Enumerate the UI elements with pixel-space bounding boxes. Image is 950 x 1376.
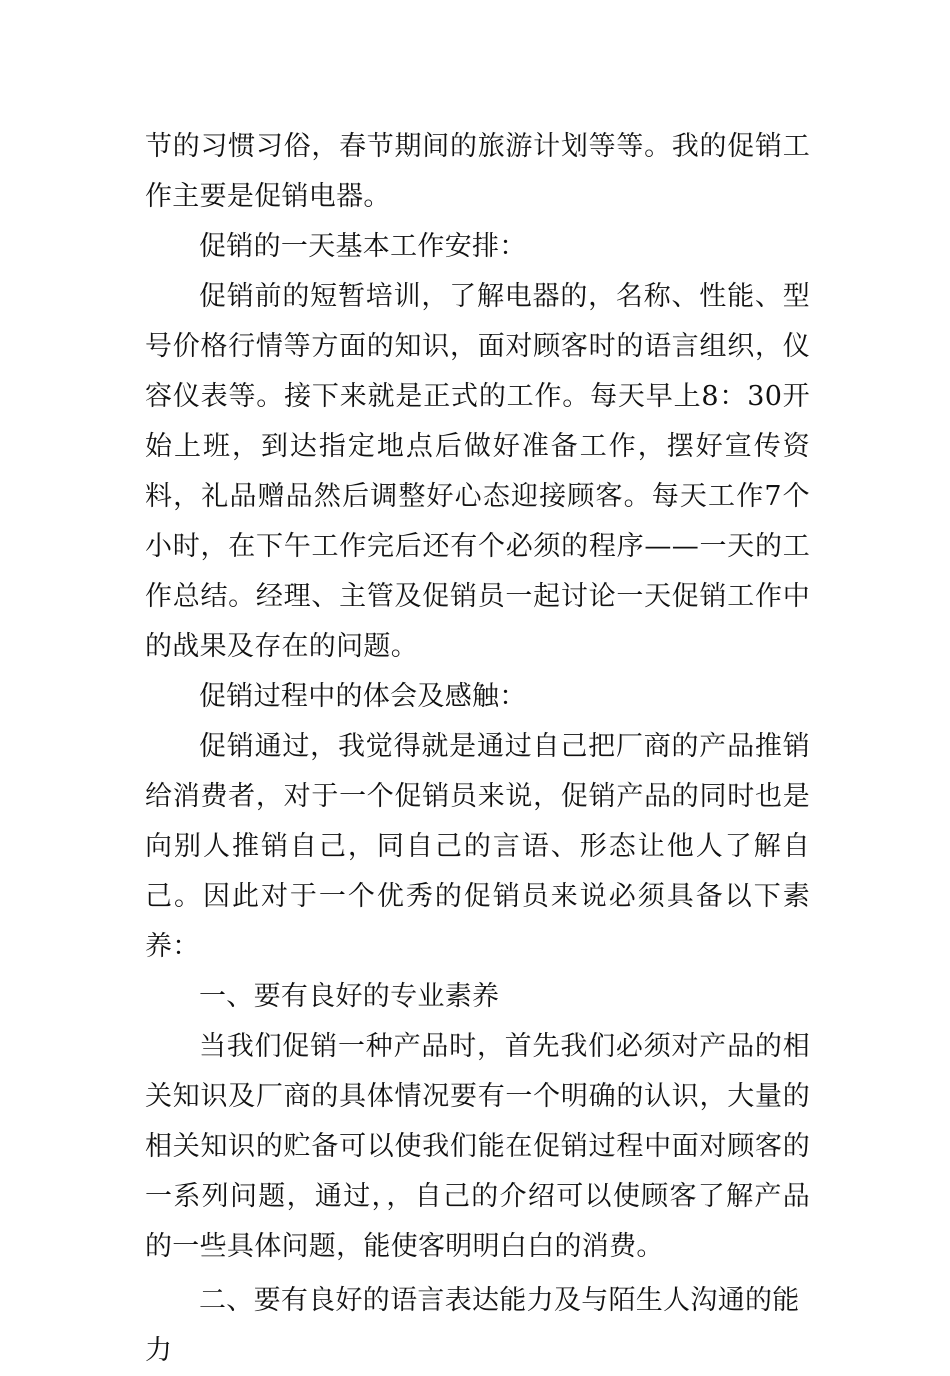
- section-intro-daily-schedule: 促销的一天基本工作安排：: [199, 231, 527, 262]
- paragraph-continuation: 节的习惯习俗，春节期间的旅游计划等等。我的促销工作主要是促销电器。: [145, 131, 810, 212]
- heading-professional-quality: 一、要有良好的专业素养: [199, 981, 500, 1012]
- heading-communication-skill: 二、要有良好的语言表达能力及与陌生人沟通的能力: [145, 1285, 800, 1366]
- paragraph-professional-quality: 当我们促销一种产品时，首先我们必须对产品的相关知识及厂商的具体情况要有一个明确的认识，大量的相关知识的贮备可以使我们能在促销过程中面对顾客的一系列问题，通过，，自己的介绍可以使顾客了解产品的一些具体问题，能使客明明白白的消费。: [145, 1031, 810, 1262]
- paragraph-daily-schedule: 促销前的短暂培训，了解电器的，名称、性能、型号价格行情等方面的知识，面对顾客时的语言组织，仪容仪表等。接下来就是正式的工作。每天早上8：30开始上班，到达指定地点后做好准备工作，摆好宣传资料，礼品赠品然后调整好心态迎接顾客。每天工作7个小时，在下午工作完后还有个必须的程序——一天的工作总结。经理、主管及促销员一起讨论一天促销工作中的战果及存在的问题。: [145, 281, 810, 662]
- section-intro-experience: 促销过程中的体会及感触：: [199, 681, 527, 712]
- document-body: [145, 122, 810, 1376]
- paragraph-experience: 促销通过，我觉得就是通过自己把厂商的产品推销给消费者，对于一个促销员来说，促销产品的同时也是向别人推销自己，同自己的言语、形态让他人了解自己。因此对于一个优秀的促销员来说必须具备以下素养：: [145, 731, 810, 962]
